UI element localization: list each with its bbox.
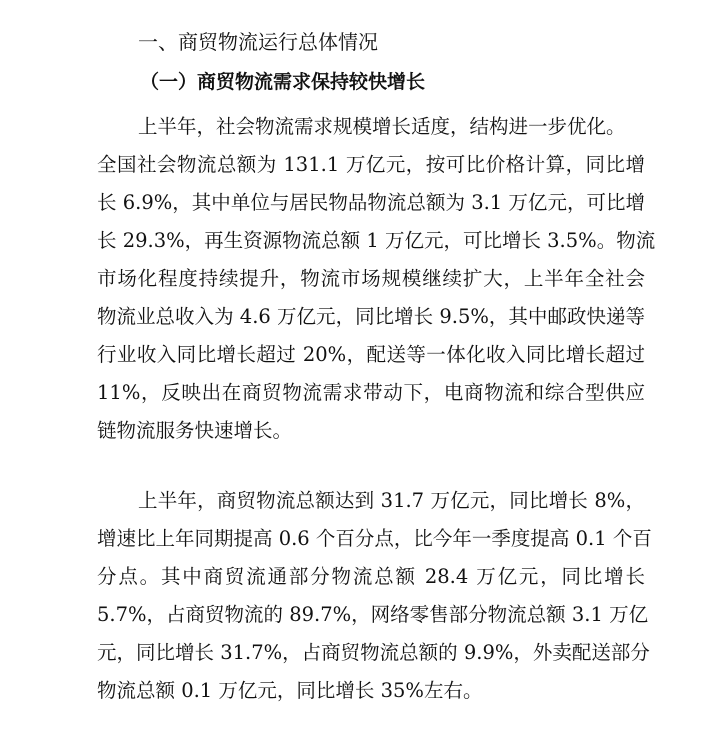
paragraph-line: 分点。其中商贸流通部分物流总额 28.4 万亿元，同比增长 bbox=[97, 565, 645, 588]
paragraph-line: 市场化程度持续提升，物流市场规模继续扩大，上半年全社会 bbox=[97, 267, 645, 290]
paragraph-line: 5.7%，占商贸物流的 89.7%，网络零售部分物流总额 3.1 万亿 bbox=[97, 603, 649, 626]
paragraph-line: 元，同比增长 31.7%，占商贸物流总额的 9.9%，外卖配送部分 bbox=[97, 641, 650, 664]
paragraph-line: 全国社会物流总额为 131.1 万亿元，按可比价格计算，同比增 bbox=[97, 153, 645, 176]
paragraph-line: 上半年，社会物流需求规模增长适度，结构进一步优化。 bbox=[138, 115, 626, 138]
paragraph-line: 物流总额 0.1 万亿元，同比增长 35%左右。 bbox=[97, 679, 483, 702]
paragraph-trade-logistics bbox=[97, 482, 652, 710]
paragraph-line: 上半年，商贸物流总额达到 31.7 万亿元，同比增长 8%， bbox=[138, 489, 645, 512]
paragraph-line: 长 29.3%，再生资源物流总额 1 万亿元，可比增长 3.5%。物流 bbox=[97, 229, 656, 252]
paragraph-line: 11%，反映出在商贸物流需求带动下，电商物流和综合型供应 bbox=[97, 381, 645, 404]
paragraph-line: 行业收入同比增长超过 20%，配送等一体化收入同比增长超过 bbox=[97, 343, 645, 366]
paragraph-line: 链物流服务快速增长。 bbox=[97, 419, 293, 442]
paragraph-line: 物流业总收入为 4.6 万亿元，同比增长 9.5%，其中邮政快递等 bbox=[97, 305, 645, 328]
section-heading: 一、商贸物流运行总体情况 bbox=[138, 30, 378, 54]
subsection-heading: （一）商贸物流需求保持较快增长 bbox=[140, 71, 426, 93]
paragraph-line: 长 6.9%，其中单位与居民物品物流总额为 3.1 万亿元，可比增 bbox=[97, 191, 645, 214]
paragraph-line: 增速比上年同期提高 0.6 个百分点，比今年一季度提高 0.1 个百 bbox=[97, 527, 652, 550]
paragraph-demand bbox=[97, 108, 656, 450]
